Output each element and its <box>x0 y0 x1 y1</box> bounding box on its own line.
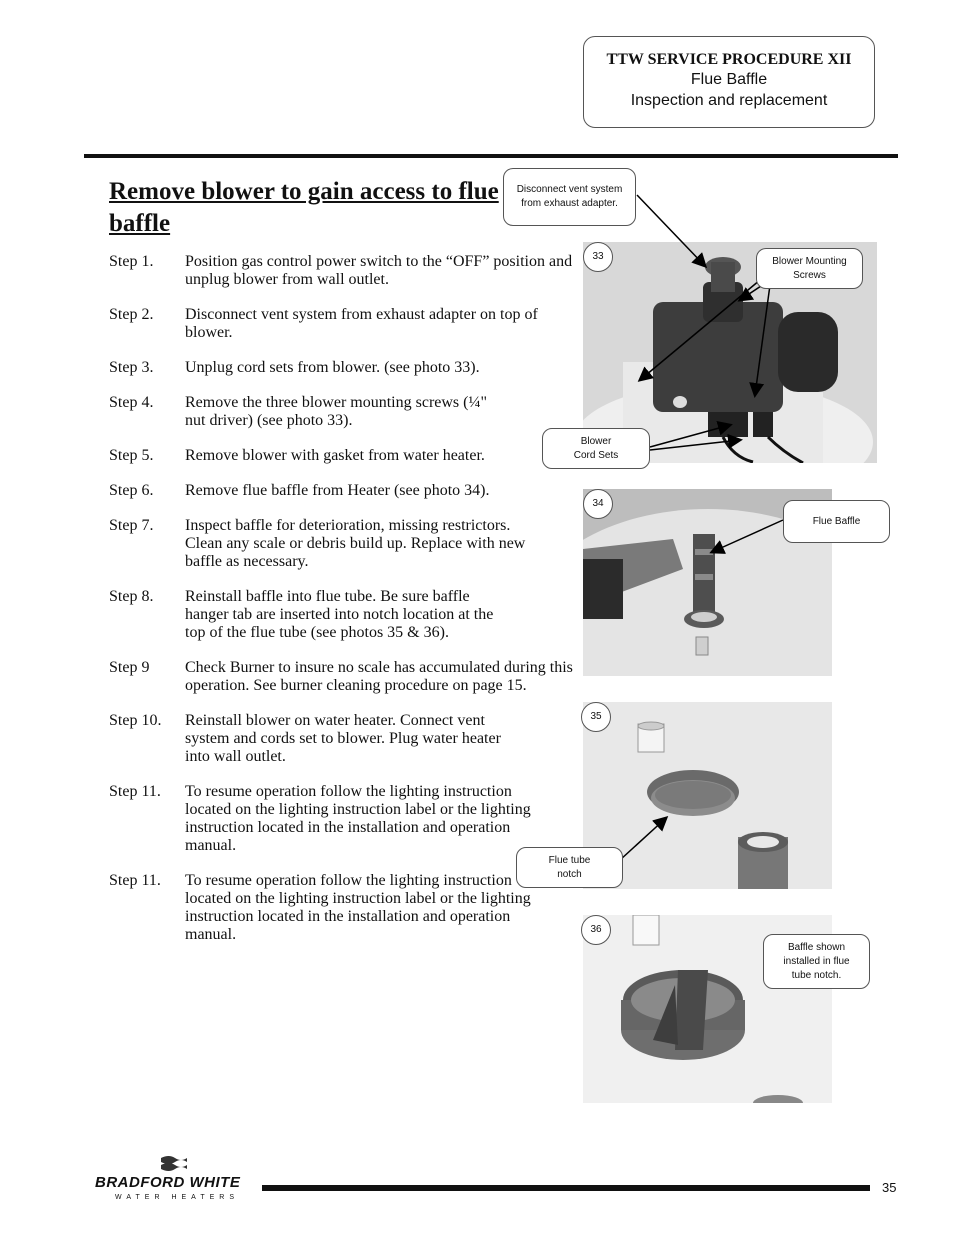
brand-flag-icon <box>159 1154 189 1174</box>
section-title: Remove blower to gain access to flue baffle <box>109 178 499 237</box>
brand-logo-subtext: WATER HEATERS <box>115 1194 239 1201</box>
step-number: Step 9 <box>109 659 150 676</box>
photo-33-badge: 33 <box>583 242 613 272</box>
photo-34-badge: 34 <box>583 489 613 519</box>
callout-flue-baffle: Flue Baffle <box>783 500 890 543</box>
step-number: Step 11. <box>109 783 161 800</box>
step-number: Step 4. <box>109 394 154 411</box>
procedure-subtitle-1: Flue Baffle <box>690 71 768 88</box>
procedure-title: TTW SERVICE PROCEDURE XII <box>606 51 852 68</box>
step-number: Step 2. <box>109 306 154 323</box>
step-number: Step 10. <box>109 712 162 729</box>
step-text: Disconnect vent system from exhaust adapter on top of blower. <box>185 306 538 341</box>
step-text: Inspect baffle for deterioration, missing restrictors. Clean any scale or debris build up. Replace with new baffle as necessary. <box>185 517 526 570</box>
callout-blower-cord-sets: Blower Cord Sets <box>542 428 650 469</box>
callout-disconnect-vent: Disconnect vent system from exhaust adapter. <box>503 168 636 226</box>
callout-baffle-installed: Baffle shown installed in flue tube notch. <box>763 934 870 989</box>
step-number: Step 7. <box>109 517 154 534</box>
step-text: Remove blower with gasket from water heater. <box>185 447 485 464</box>
step-text: Position gas control power switch to the “OFF” position and unplug blower from wall outlet. <box>185 253 573 288</box>
footer-divider <box>262 1185 870 1191</box>
photo-35-badge: 35 <box>581 702 611 732</box>
step-text: Check Burner to insure no scale has accumulated during this operation. See burner cleaning procedure on page 15. <box>185 659 573 694</box>
step-text: Unplug cord sets from blower. (see photo 33). <box>185 359 480 376</box>
photo-36-badge: 36 <box>581 915 611 945</box>
step-text: To resume operation follow the lighting instruction located on the lighting instruction label or the lighting instruction located in the installation and operation manual. <box>185 783 531 854</box>
procedure-subtitle-2: Inspection and replacement <box>630 92 828 109</box>
step-text: To resume operation follow the lighting instruction located on the lighting instruction label or the lighting instruction located in the installation and operation manual. <box>185 872 531 943</box>
brand-logo-text: BRADFORD WHITE <box>95 1174 241 1191</box>
callout-blower-mounting-screws: Blower Mounting Screws <box>756 248 863 289</box>
step-text: Remove flue baffle from Heater (see photo 34). <box>185 482 490 499</box>
step-number: Step 6. <box>109 482 154 499</box>
step-number: Step 11. <box>109 872 161 889</box>
callout-flue-tube-notch: Flue tube notch <box>516 847 623 888</box>
page-number: 35 <box>882 1180 897 1195</box>
step-text: Remove the three blower mounting screws (¼" nut driver) (see photo 33). <box>185 394 488 429</box>
step-number: Step 1. <box>109 253 154 270</box>
step-number: Step 8. <box>109 588 154 605</box>
step-number: Step 3. <box>109 359 154 376</box>
step-number: Step 5. <box>109 447 154 464</box>
step-text: Reinstall baffle into flue tube. Be sure baffle hanger tab are inserted into notch location at the top of the flue tube (see photos 35 & 36). <box>185 588 494 641</box>
step-text: Reinstall blower on water heater. Connect vent system and cords set to blower. Plug water heater into wall outlet. <box>185 712 501 765</box>
